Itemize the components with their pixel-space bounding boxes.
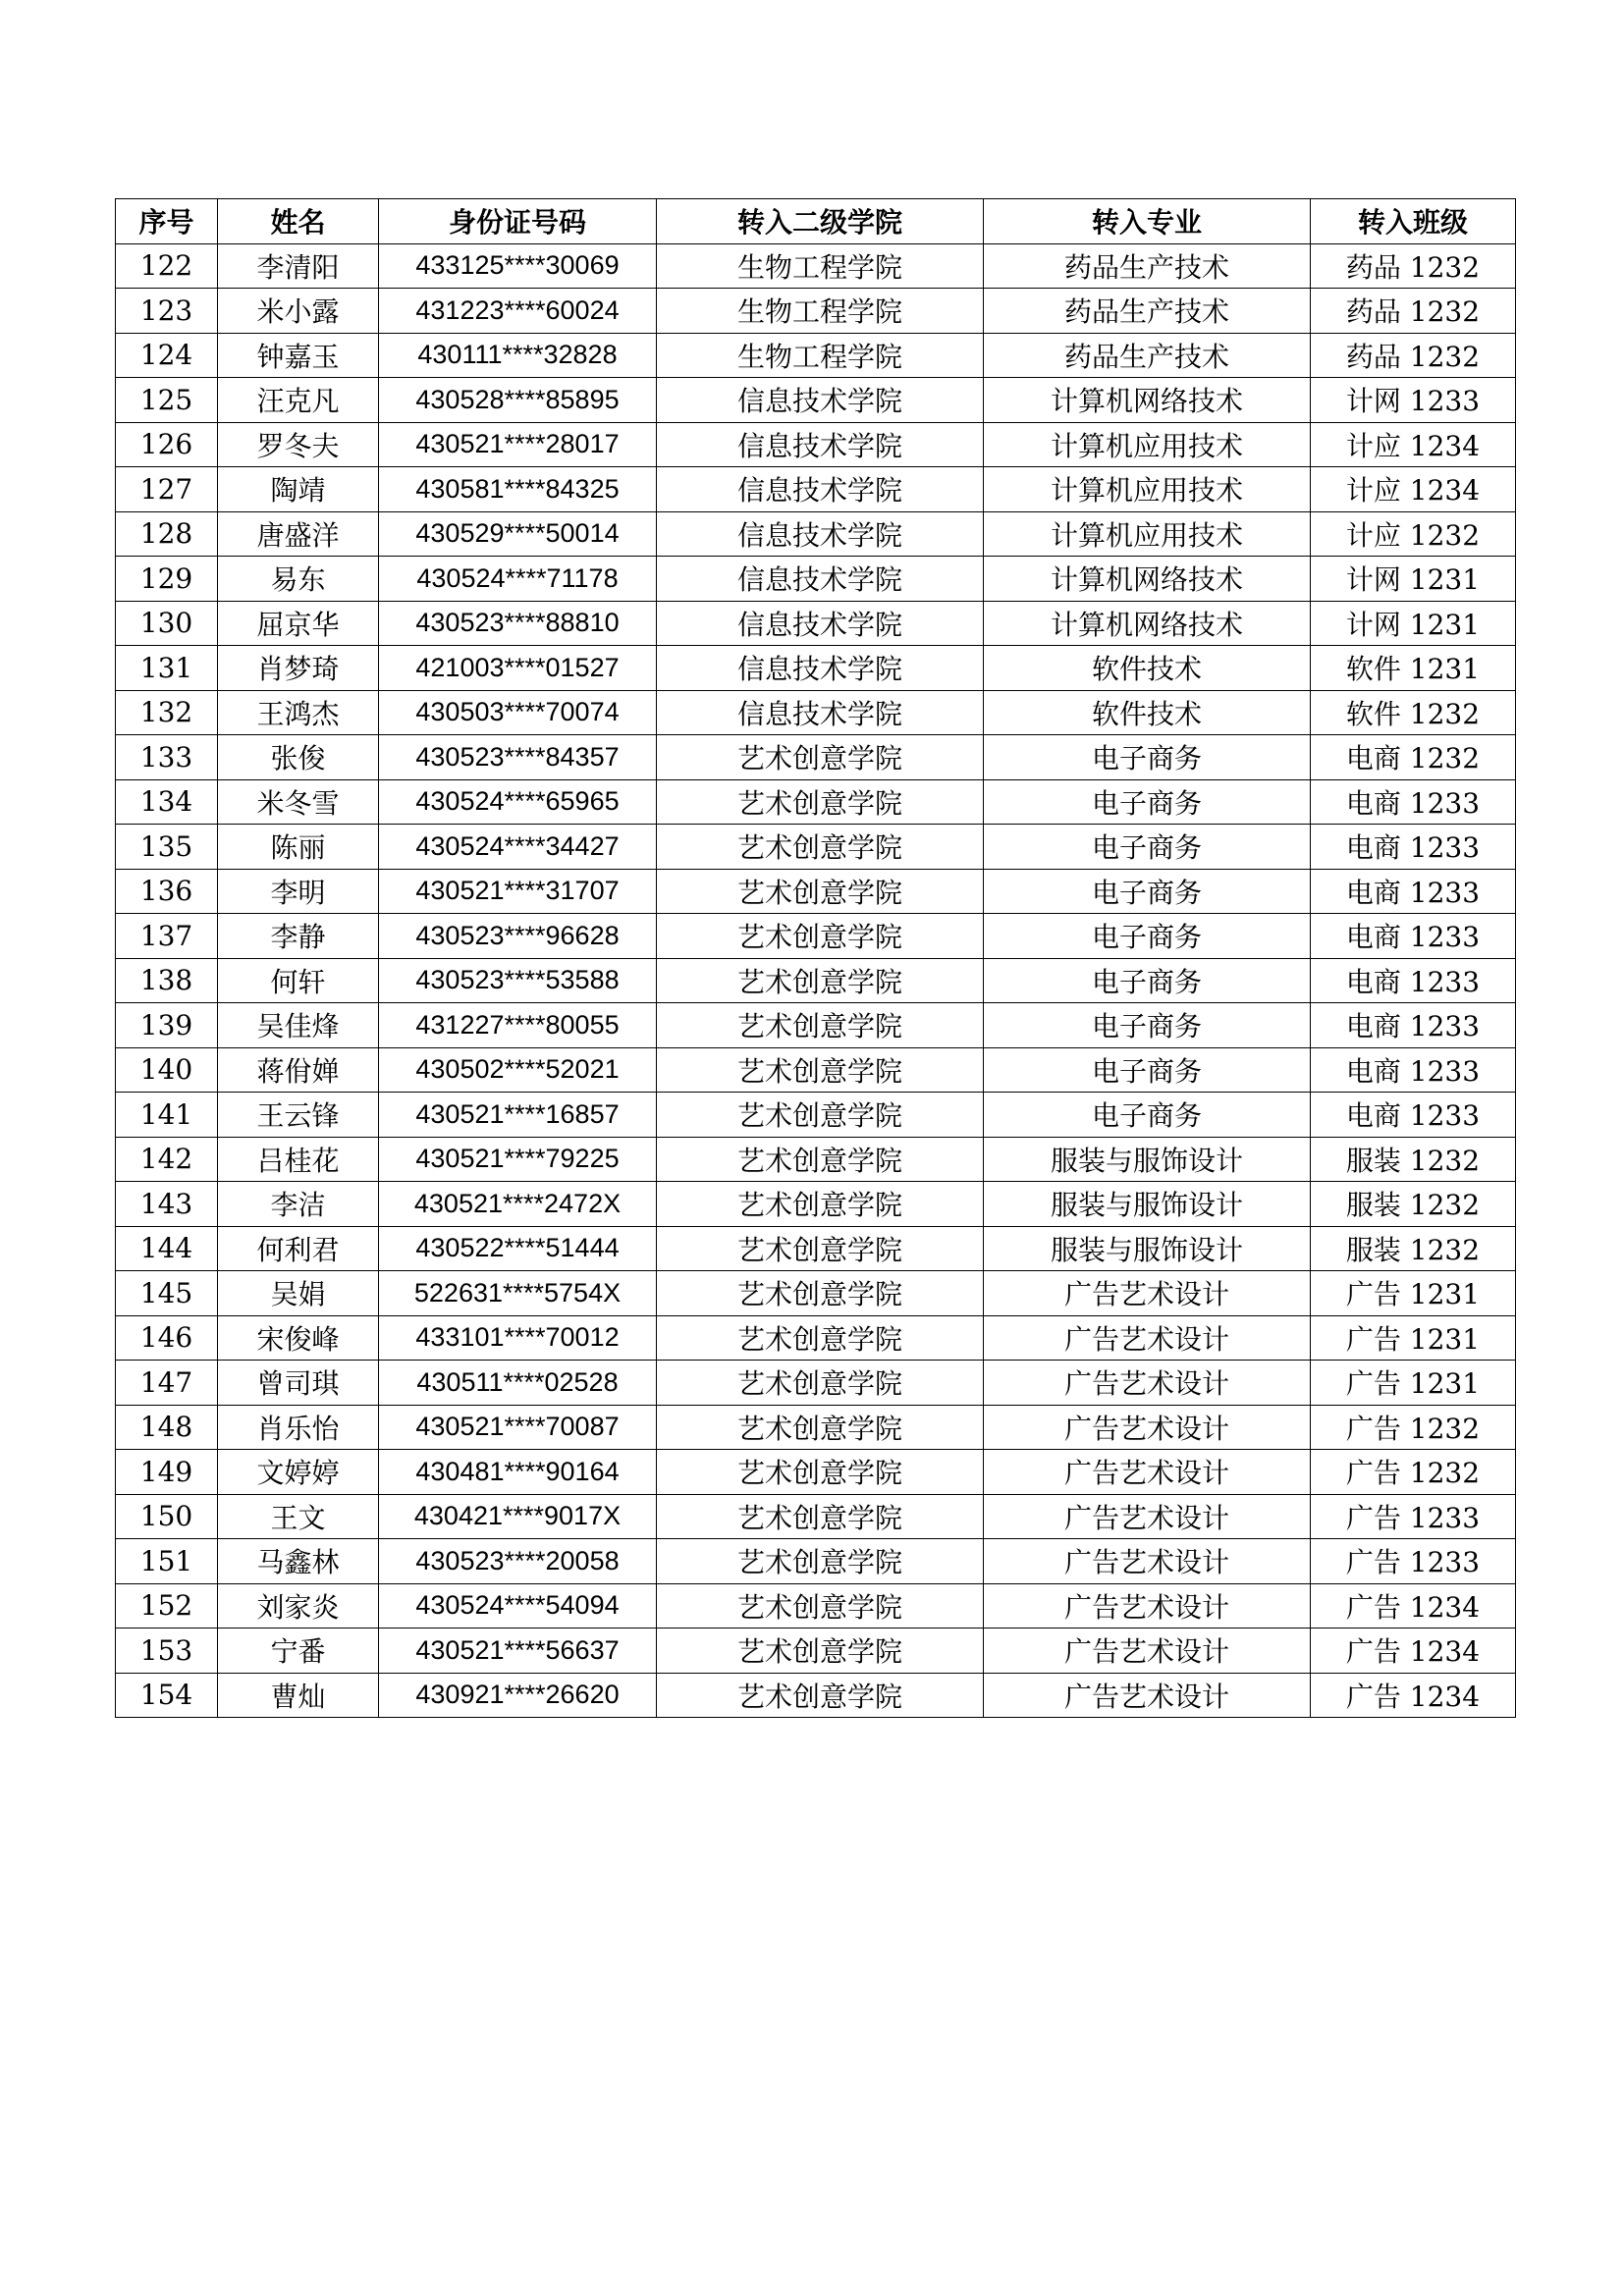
cell-college: 艺术创意学院: [657, 1405, 984, 1450]
cell-major: 药品生产技术: [984, 333, 1311, 378]
cell-name: 米小露: [218, 289, 379, 334]
cell-class: 广告 1233: [1311, 1539, 1516, 1584]
transfer-student-table: [115, 198, 1516, 1718]
cell-college: 艺术创意学院: [657, 1673, 984, 1718]
cell-name: 曾司琪: [218, 1361, 379, 1406]
table-row: [116, 1405, 1516, 1450]
cell-name: 何轩: [218, 958, 379, 1003]
cell-id-number: 433125****30069: [379, 243, 657, 289]
cell-name: 罗冬夫: [218, 422, 379, 467]
cell-major: 广告艺术设计: [984, 1271, 1311, 1316]
cell-id-number: 430511****02528: [379, 1361, 657, 1406]
cell-serial-number: 148: [116, 1405, 218, 1450]
table-row: [116, 1450, 1516, 1495]
table-row: [116, 1047, 1516, 1093]
cell-id-number: 431223****60024: [379, 289, 657, 334]
cell-class: 服装 1232: [1311, 1226, 1516, 1271]
table-body: [116, 243, 1516, 1718]
cell-class: 药品 1232: [1311, 333, 1516, 378]
cell-class: 电商 1233: [1311, 825, 1516, 870]
cell-name: 李清阳: [218, 243, 379, 289]
cell-serial-number: 146: [116, 1315, 218, 1361]
table-row: [116, 1539, 1516, 1584]
cell-id-number: 430521****70087: [379, 1405, 657, 1450]
table-row: [116, 869, 1516, 914]
cell-name: 汪克凡: [218, 378, 379, 423]
cell-serial-number: 140: [116, 1047, 218, 1093]
cell-serial-number: 149: [116, 1450, 218, 1495]
cell-name: 曹灿: [218, 1673, 379, 1718]
table-row: [116, 511, 1516, 557]
cell-college: 艺术创意学院: [657, 1315, 984, 1361]
cell-name: 文婷婷: [218, 1450, 379, 1495]
cell-id-number: 430421****9017X: [379, 1494, 657, 1539]
cell-id-number: 433101****70012: [379, 1315, 657, 1361]
cell-id-number: 430111****32828: [379, 333, 657, 378]
table-row: [116, 914, 1516, 959]
cell-class: 电商 1233: [1311, 869, 1516, 914]
cell-major: 广告艺术设计: [984, 1494, 1311, 1539]
header-college: 转入二级学院: [657, 199, 984, 244]
cell-name: 李明: [218, 869, 379, 914]
table-row: [116, 1361, 1516, 1406]
header-major: 转入专业: [984, 199, 1311, 244]
cell-class: 计应 1234: [1311, 422, 1516, 467]
cell-class: 药品 1232: [1311, 243, 1516, 289]
cell-college: 信息技术学院: [657, 601, 984, 646]
cell-serial-number: 123: [116, 289, 218, 334]
cell-class: 电商 1233: [1311, 1047, 1516, 1093]
cell-major: 计算机应用技术: [984, 511, 1311, 557]
cell-name: 蒋佾婵: [218, 1047, 379, 1093]
cell-serial-number: 139: [116, 1003, 218, 1048]
table-row: [116, 1182, 1516, 1227]
cell-class: 电商 1233: [1311, 914, 1516, 959]
cell-serial-number: 132: [116, 690, 218, 735]
cell-college: 艺术创意学院: [657, 1093, 984, 1138]
cell-serial-number: 136: [116, 869, 218, 914]
table-row: [116, 378, 1516, 423]
table-row: [116, 422, 1516, 467]
cell-major: 计算机网络技术: [984, 378, 1311, 423]
cell-id-number: 430502****52021: [379, 1047, 657, 1093]
table-row: [116, 779, 1516, 825]
cell-id-number: 430523****20058: [379, 1539, 657, 1584]
cell-id-number: 430522****51444: [379, 1226, 657, 1271]
cell-name: 李洁: [218, 1182, 379, 1227]
cell-id-number: 430521****28017: [379, 422, 657, 467]
cell-major: 广告艺术设计: [984, 1673, 1311, 1718]
cell-serial-number: 126: [116, 422, 218, 467]
cell-major: 计算机网络技术: [984, 557, 1311, 602]
header-name: 姓名: [218, 199, 379, 244]
cell-serial-number: 133: [116, 735, 218, 780]
cell-college: 信息技术学院: [657, 557, 984, 602]
cell-id-number: 430529****50014: [379, 511, 657, 557]
cell-class: 药品 1232: [1311, 289, 1516, 334]
header-class: 转入班级: [1311, 199, 1516, 244]
cell-major: 药品生产技术: [984, 289, 1311, 334]
cell-serial-number: 129: [116, 557, 218, 602]
cell-college: 艺术创意学院: [657, 1226, 984, 1271]
table-row: [116, 557, 1516, 602]
table-row: [116, 1494, 1516, 1539]
table-row: [116, 1629, 1516, 1674]
cell-serial-number: 141: [116, 1093, 218, 1138]
cell-class: 服装 1232: [1311, 1182, 1516, 1227]
cell-name: 屈京华: [218, 601, 379, 646]
cell-name: 李静: [218, 914, 379, 959]
cell-college: 艺术创意学院: [657, 958, 984, 1003]
table-row: [116, 646, 1516, 691]
table-row: [116, 1271, 1516, 1316]
cell-serial-number: 122: [116, 243, 218, 289]
cell-name: 何利君: [218, 1226, 379, 1271]
cell-id-number: 430523****88810: [379, 601, 657, 646]
cell-serial-number: 135: [116, 825, 218, 870]
cell-class: 电商 1233: [1311, 779, 1516, 825]
cell-major: 广告艺术设计: [984, 1405, 1311, 1450]
header-id-number: 身份证号码: [379, 199, 657, 244]
table-row: [116, 467, 1516, 512]
cell-id-number: 430524****71178: [379, 557, 657, 602]
cell-class: 电商 1233: [1311, 1093, 1516, 1138]
cell-serial-number: 151: [116, 1539, 218, 1584]
cell-id-number: 430581****84325: [379, 467, 657, 512]
cell-name: 宁番: [218, 1629, 379, 1674]
cell-serial-number: 124: [116, 333, 218, 378]
cell-major: 计算机应用技术: [984, 467, 1311, 512]
cell-major: 广告艺术设计: [984, 1361, 1311, 1406]
cell-college: 艺术创意学院: [657, 1271, 984, 1316]
cell-id-number: 430523****84357: [379, 735, 657, 780]
cell-college: 艺术创意学院: [657, 735, 984, 780]
cell-class: 电商 1233: [1311, 958, 1516, 1003]
cell-name: 钟嘉玉: [218, 333, 379, 378]
table-row: [116, 1226, 1516, 1271]
cell-college: 艺术创意学院: [657, 914, 984, 959]
cell-class: 电商 1232: [1311, 735, 1516, 780]
table-row: [116, 735, 1516, 780]
table-row: [116, 289, 1516, 334]
cell-serial-number: 131: [116, 646, 218, 691]
table-row: [116, 958, 1516, 1003]
cell-serial-number: 134: [116, 779, 218, 825]
cell-major: 计算机应用技术: [984, 422, 1311, 467]
cell-serial-number: 128: [116, 511, 218, 557]
cell-class: 服装 1232: [1311, 1137, 1516, 1182]
cell-college: 艺术创意学院: [657, 1182, 984, 1227]
cell-id-number: 430503****70074: [379, 690, 657, 735]
cell-id-number: 430521****31707: [379, 869, 657, 914]
cell-major: 电子商务: [984, 914, 1311, 959]
cell-college: 艺术创意学院: [657, 1583, 984, 1629]
cell-major: 服装与服饰设计: [984, 1182, 1311, 1227]
table-row: [116, 243, 1516, 289]
cell-serial-number: 125: [116, 378, 218, 423]
cell-serial-number: 144: [116, 1226, 218, 1271]
cell-college: 信息技术学院: [657, 511, 984, 557]
cell-college: 生物工程学院: [657, 333, 984, 378]
table-row: [116, 1137, 1516, 1182]
cell-name: 米冬雪: [218, 779, 379, 825]
cell-name: 王云锋: [218, 1093, 379, 1138]
cell-college: 艺术创意学院: [657, 1361, 984, 1406]
cell-major: 电子商务: [984, 1093, 1311, 1138]
cell-class: 广告 1233: [1311, 1494, 1516, 1539]
cell-id-number: 430523****96628: [379, 914, 657, 959]
header-serial-number: 序号: [116, 199, 218, 244]
cell-college: 艺术创意学院: [657, 1137, 984, 1182]
cell-class: 计网 1233: [1311, 378, 1516, 423]
cell-name: 陶靖: [218, 467, 379, 512]
cell-serial-number: 130: [116, 601, 218, 646]
cell-college: 艺术创意学院: [657, 869, 984, 914]
cell-serial-number: 150: [116, 1494, 218, 1539]
cell-name: 马鑫林: [218, 1539, 379, 1584]
cell-major: 电子商务: [984, 869, 1311, 914]
cell-id-number: 430524****34427: [379, 825, 657, 870]
cell-college: 艺术创意学院: [657, 1450, 984, 1495]
cell-major: 电子商务: [984, 779, 1311, 825]
cell-id-number: 430528****85895: [379, 378, 657, 423]
cell-major: 广告艺术设计: [984, 1539, 1311, 1584]
table-row: [116, 1315, 1516, 1361]
cell-name: 王鸿杰: [218, 690, 379, 735]
cell-major: 电子商务: [984, 735, 1311, 780]
cell-class: 计应 1232: [1311, 511, 1516, 557]
cell-major: 广告艺术设计: [984, 1583, 1311, 1629]
cell-name: 王文: [218, 1494, 379, 1539]
cell-name: 易东: [218, 557, 379, 602]
cell-major: 广告艺术设计: [984, 1450, 1311, 1495]
cell-class: 广告 1234: [1311, 1583, 1516, 1629]
cell-name: 吕桂花: [218, 1137, 379, 1182]
cell-major: 电子商务: [984, 825, 1311, 870]
cell-name: 吴娟: [218, 1271, 379, 1316]
cell-major: 计算机网络技术: [984, 601, 1311, 646]
cell-major: 电子商务: [984, 1003, 1311, 1048]
cell-name: 肖梦琦: [218, 646, 379, 691]
cell-serial-number: 153: [116, 1629, 218, 1674]
cell-serial-number: 147: [116, 1361, 218, 1406]
table-row: [116, 690, 1516, 735]
table-row: [116, 1673, 1516, 1718]
cell-class: 广告 1234: [1311, 1673, 1516, 1718]
cell-serial-number: 127: [116, 467, 218, 512]
cell-college: 信息技术学院: [657, 422, 984, 467]
cell-serial-number: 154: [116, 1673, 218, 1718]
cell-name: 陈丽: [218, 825, 379, 870]
cell-serial-number: 142: [116, 1137, 218, 1182]
cell-id-number: 430521****2472X: [379, 1182, 657, 1227]
cell-college: 生物工程学院: [657, 243, 984, 289]
cell-id-number: 430521****16857: [379, 1093, 657, 1138]
cell-college: 信息技术学院: [657, 467, 984, 512]
cell-class: 软件 1231: [1311, 646, 1516, 691]
table-row: [116, 1093, 1516, 1138]
cell-major: 药品生产技术: [984, 243, 1311, 289]
cell-class: 广告 1232: [1311, 1405, 1516, 1450]
cell-id-number: 421003****01527: [379, 646, 657, 691]
cell-serial-number: 152: [116, 1583, 218, 1629]
cell-major: 服装与服饰设计: [984, 1226, 1311, 1271]
cell-college: 信息技术学院: [657, 378, 984, 423]
table-row: [116, 601, 1516, 646]
cell-serial-number: 137: [116, 914, 218, 959]
cell-name: 刘家炎: [218, 1583, 379, 1629]
cell-college: 艺术创意学院: [657, 1047, 984, 1093]
cell-id-number: 430521****79225: [379, 1137, 657, 1182]
cell-college: 艺术创意学院: [657, 1629, 984, 1674]
cell-major: 软件技术: [984, 690, 1311, 735]
cell-id-number: 430921****26620: [379, 1673, 657, 1718]
cell-class: 广告 1231: [1311, 1361, 1516, 1406]
cell-major: 广告艺术设计: [984, 1629, 1311, 1674]
cell-college: 艺术创意学院: [657, 779, 984, 825]
table-row: [116, 1583, 1516, 1629]
cell-id-number: 430523****53588: [379, 958, 657, 1003]
cell-serial-number: 138: [116, 958, 218, 1003]
cell-class: 广告 1231: [1311, 1315, 1516, 1361]
cell-class: 计应 1234: [1311, 467, 1516, 512]
cell-id-number: 430524****54094: [379, 1583, 657, 1629]
table-row: [116, 333, 1516, 378]
cell-id-number: 430524****65965: [379, 779, 657, 825]
cell-id-number: 522631****5754X: [379, 1271, 657, 1316]
cell-class: 软件 1232: [1311, 690, 1516, 735]
cell-name: 宋俊峰: [218, 1315, 379, 1361]
cell-major: 电子商务: [984, 958, 1311, 1003]
cell-id-number: 431227****80055: [379, 1003, 657, 1048]
cell-major: 服装与服饰设计: [984, 1137, 1311, 1182]
cell-class: 电商 1233: [1311, 1003, 1516, 1048]
cell-major: 软件技术: [984, 646, 1311, 691]
cell-college: 艺术创意学院: [657, 1494, 984, 1539]
cell-major: 广告艺术设计: [984, 1315, 1311, 1361]
cell-name: 张俊: [218, 735, 379, 780]
table-header-row: [116, 199, 1516, 244]
cell-name: 吴佳烽: [218, 1003, 379, 1048]
cell-college: 艺术创意学院: [657, 825, 984, 870]
cell-college: 信息技术学院: [657, 646, 984, 691]
cell-name: 唐盛洋: [218, 511, 379, 557]
cell-id-number: 430521****56637: [379, 1629, 657, 1674]
cell-college: 信息技术学院: [657, 690, 984, 735]
table-row: [116, 1003, 1516, 1048]
cell-serial-number: 145: [116, 1271, 218, 1316]
cell-class: 计网 1231: [1311, 557, 1516, 602]
cell-serial-number: 143: [116, 1182, 218, 1227]
cell-class: 广告 1232: [1311, 1450, 1516, 1495]
cell-college: 艺术创意学院: [657, 1003, 984, 1048]
cell-class: 计网 1231: [1311, 601, 1516, 646]
table-row: [116, 825, 1516, 870]
cell-class: 广告 1231: [1311, 1271, 1516, 1316]
cell-college: 艺术创意学院: [657, 1539, 984, 1584]
cell-name: 肖乐怡: [218, 1405, 379, 1450]
cell-class: 广告 1234: [1311, 1629, 1516, 1674]
cell-major: 电子商务: [984, 1047, 1311, 1093]
cell-college: 生物工程学院: [657, 289, 984, 334]
cell-id-number: 430481****90164: [379, 1450, 657, 1495]
